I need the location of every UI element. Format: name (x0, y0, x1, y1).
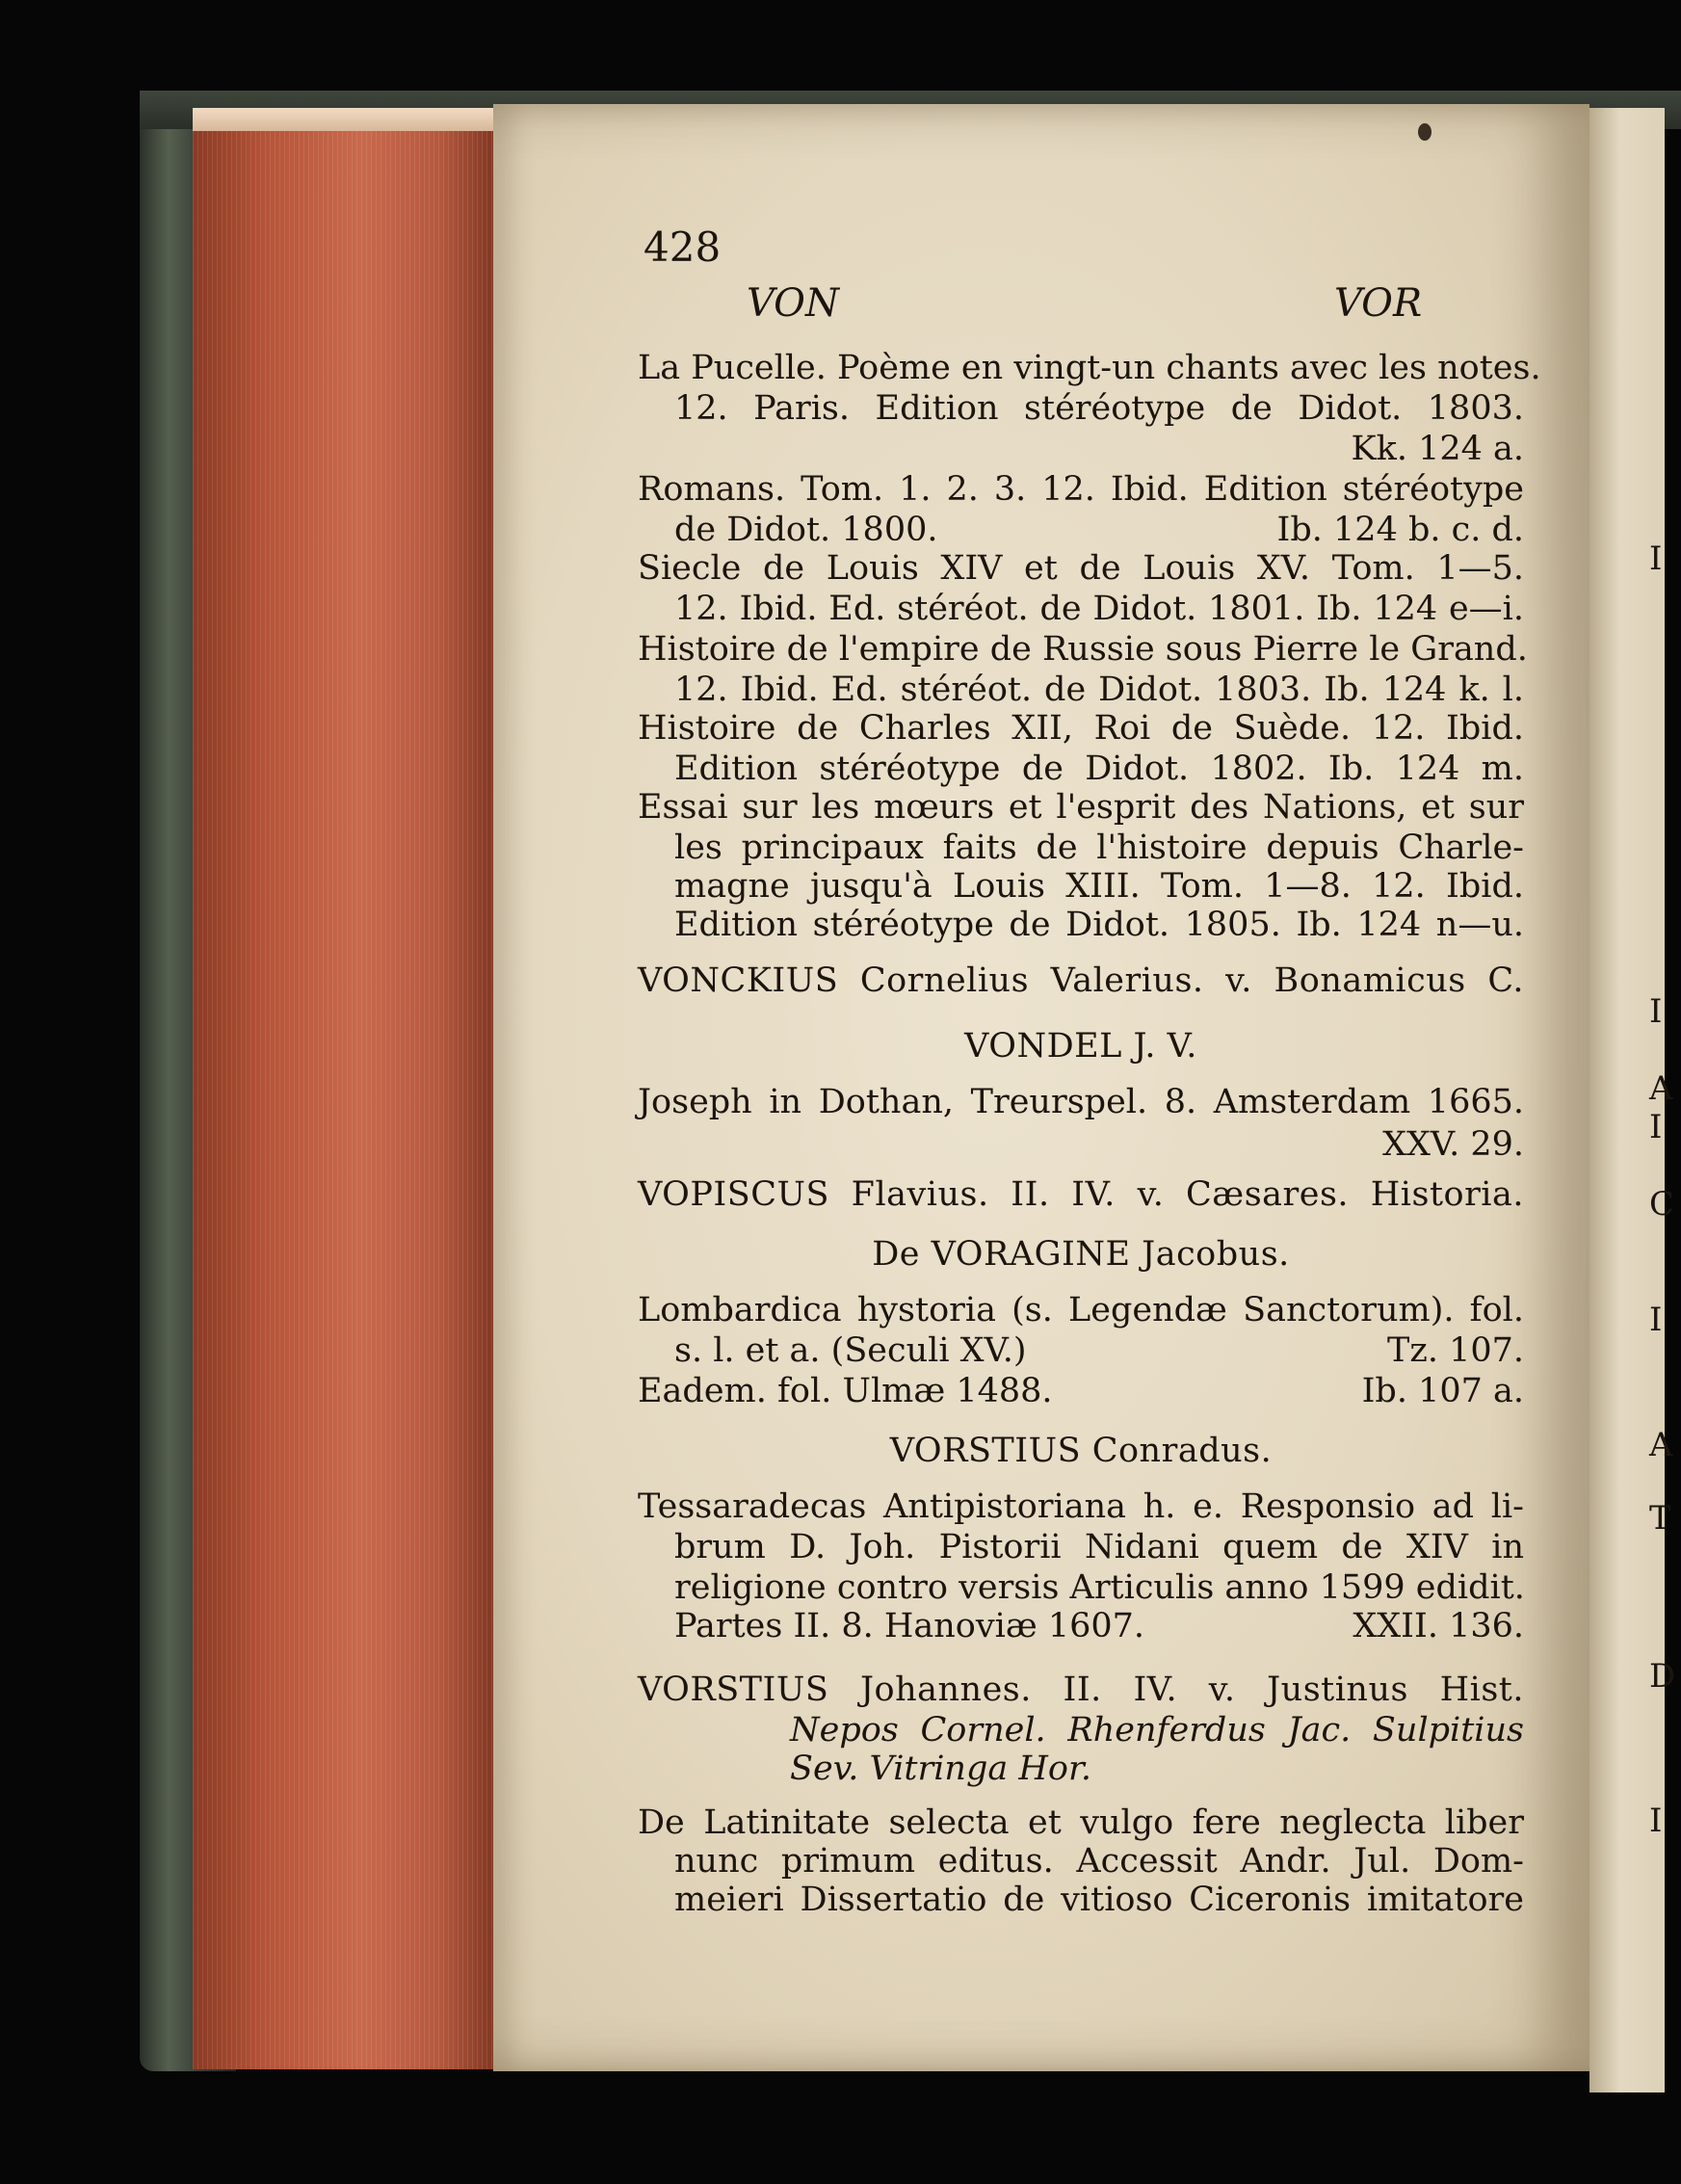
running-head-right: VOR (1334, 281, 1423, 326)
text-line: brum D. Joh. Pistorii Nidani quem de XIV in (674, 1528, 1524, 1566)
facing-page-letter: I (1649, 1802, 1663, 1840)
text-line: Edition stéréotype de Didot. 1805. Ib. 124 n—u. (674, 906, 1524, 944)
page-number: 428 (644, 224, 722, 271)
text-line: s. l. et a. (Seculi XV.) (674, 1331, 1027, 1370)
text-line: Sev. Vitringa Hor. (790, 1750, 1091, 1788)
text-line: de Didot. 1800. (674, 511, 938, 549)
entry-heading: VONDEL J. V. (964, 1027, 1197, 1066)
text-line: les principaux faits de l'histoire depuis Charle- (674, 829, 1524, 867)
ink-spot (1418, 123, 1431, 141)
entry-heading: De VORAGINE Jacobus. (872, 1235, 1290, 1274)
facing-page-letter: I (1649, 1301, 1663, 1339)
facing-page-letter: I (1649, 539, 1663, 578)
text-line: Edition stéréotype de Didot. 1802. Ib. 124 m. (674, 750, 1524, 788)
text-line: 12. Paris. Edition stéréotype de Didot. 1803. (674, 389, 1524, 428)
text-line: Eadem. fol. Ulmæ 1488. (638, 1372, 1053, 1410)
facing-page-letter: D (1649, 1657, 1676, 1696)
page-edges-top (193, 108, 506, 131)
text-line: religione contro versis Articulis anno 1599 edidit. (674, 1568, 1525, 1607)
text-line: Nepos Cornel. Rhenferdus Jac. Sulpitius (790, 1711, 1524, 1750)
entry-heading: VORSTIUS Conradus. (889, 1432, 1273, 1470)
text-line: Siecle de Louis XIV et de Louis XV. Tom. 1—5. (638, 549, 1524, 588)
text-line: Tz. 107. (1387, 1331, 1524, 1370)
text-line: magne jusqu'à Louis XIII. Tom. 1—8. 12. Ibid. (674, 867, 1524, 906)
text-line: La Pucelle. Poème en vingt-un chants avec les notes. (638, 349, 1541, 387)
entry-heading: VOPISCUS Flavius. II. IV. v. Cæsares. Historia. (638, 1175, 1524, 1214)
text-line: Partes II. 8. Hanoviæ 1607. (674, 1607, 1145, 1645)
text-line: meieri Dissertatio de vitioso Ciceronis imitatore (674, 1881, 1524, 1919)
text-line: De Latinitate selecta et vulgo fere neglecta liber (638, 1803, 1524, 1842)
facing-page-letter: I (1649, 1108, 1663, 1146)
page-edges (193, 114, 501, 2069)
text-line: Tessaradecas Antipistoriana h. e. Responsio ad li- (638, 1487, 1524, 1526)
text-line: Histoire de l'empire de Russie sous Pierre le Grand. (638, 630, 1528, 669)
facing-page-letter: T (1649, 1499, 1671, 1538)
entry-heading: VONCKIUS Cornelius Valerius. v. Bonamicus C. (638, 961, 1524, 1000)
text-line: Kk. 124 a. (1351, 430, 1524, 468)
entry-heading: VORSTIUS Johannes. II. IV. v. Justinus Hist. (638, 1671, 1524, 1709)
text-line: nunc primum editus. Accessit Andr. Jul. Dom- (674, 1842, 1524, 1881)
text-line: Ib. 124 b. c. d. (1276, 511, 1524, 549)
text-line: Histoire de Charles XII, Roi de Suède. 12. Ibid. (638, 709, 1524, 748)
text-line: Romans. Tom. 1. 2. 3. 12. Ibid. Edition stéréotype (638, 470, 1524, 509)
text-line: Lombardica hystoria (s. Legendæ Sanctorum). fol. (638, 1291, 1524, 1329)
running-head-left: VON (747, 281, 839, 326)
text-line: XXII. 136. (1353, 1607, 1524, 1645)
facing-page-letter: A (1649, 1069, 1673, 1108)
text-line: Essai sur les mœurs et l'esprit des Nations, et sur (638, 788, 1524, 827)
text-line: Joseph in Dothan, Treurspel. 8. Amsterdam 1665. (638, 1083, 1524, 1121)
facing-page-letter: C (1649, 1185, 1675, 1224)
text-line: 12. Ibid. Ed. stéréot. de Didot. 1801. Ib. 124 e—i. (674, 590, 1524, 628)
text-line: Ib. 107 a. (1361, 1372, 1524, 1410)
text-line: 12. Ibid. Ed. stéréot. de Didot. 1803. Ib. 124 k. l. (674, 671, 1524, 709)
facing-page-letter: I (1649, 992, 1663, 1031)
text-line: XXV. 29. (1382, 1125, 1524, 1164)
facing-page-letter: A (1649, 1426, 1673, 1464)
